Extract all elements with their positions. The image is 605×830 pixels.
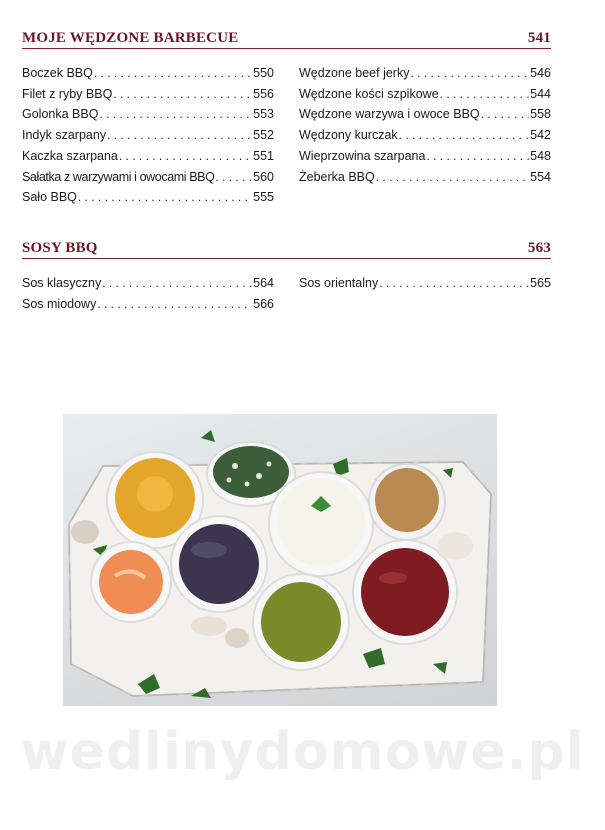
section-sosy-bbq: [22, 240, 551, 314]
toc-entry[interactable]: Kaczka szarpana . . . 551: [22, 146, 274, 167]
toc-entry[interactable]: Wędzone warzywa i owoce BBQ . . . 558: [299, 104, 551, 125]
section-page-number: 563: [527, 240, 551, 256]
entries-right-column: [299, 63, 551, 208]
toc-entry[interactable]: Filet z ryby BBQ . . . 556: [22, 84, 274, 105]
toc-entry[interactable]: Wieprzowina szarpana . . . 548: [299, 146, 551, 167]
toc-entry[interactable]: Sało BBQ . . . 555: [22, 187, 274, 208]
entries-right-column: [299, 273, 551, 314]
section-heading: [22, 30, 551, 49]
section-heading: [22, 240, 551, 259]
toc-entry[interactable]: Sałatka z warzywami i owocami BBQ . . . 560: [22, 167, 274, 188]
entries-left-column: [22, 273, 274, 314]
section-title: SOSY BBQ: [22, 240, 98, 256]
toc-entry[interactable]: Wędzony kurczak . . . 542: [299, 125, 551, 146]
entries-left-column: [22, 63, 274, 208]
sauces-photo: [63, 414, 497, 706]
watermark: wedlinydomowe.pl: [20, 722, 585, 782]
toc-entry[interactable]: Wędzone beef jerky . . . 546: [299, 63, 551, 84]
toc-entry[interactable]: Sos orientalny . . . 565: [299, 273, 551, 294]
sauces-illustration: [63, 414, 497, 706]
toc-entry[interactable]: Golonka BBQ . . . 553: [22, 104, 274, 125]
toc-entry[interactable]: Wędzone kości szpikowe . . . 544: [299, 84, 551, 105]
section-title: MOJE WĘDZONE BARBECUE: [22, 30, 239, 46]
section-moje-wedzone-barbecue: [22, 30, 551, 208]
toc-entry[interactable]: Boczek BBQ . . . 550: [22, 63, 274, 84]
section-page-number: 541: [527, 30, 551, 46]
toc-entry[interactable]: Sos miodowy . . . 566: [22, 294, 274, 315]
toc-entry[interactable]: Indyk szarpany . . . 552: [22, 125, 274, 146]
toc-entry[interactable]: Żeberka BBQ . . . 554: [299, 167, 551, 188]
toc-entry[interactable]: Sos klasyczny . . . 564: [22, 273, 274, 294]
